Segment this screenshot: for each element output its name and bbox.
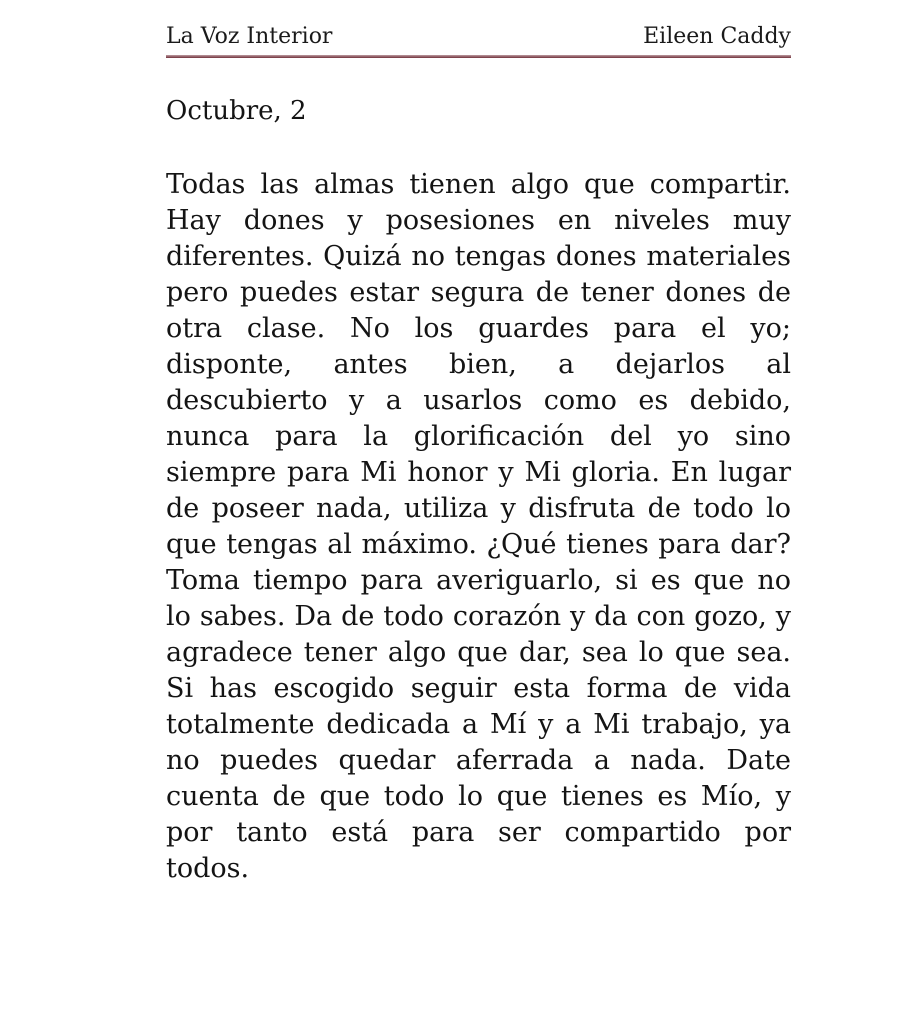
text-line: por tanto está para ser compartido por	[166, 817, 791, 849]
text-line: diferentes. Quizá no tengas dones materiales	[166, 241, 791, 273]
text-line: siempre para Mi honor y Mi gloria. En lugar	[166, 457, 791, 489]
body-paragraph	[166, 167, 791, 887]
text-line: totalmente dedicada a Mí y a Mi trabajo, ya	[166, 709, 791, 741]
text-line: Si has escogido seguir esta forma de vida	[166, 673, 791, 705]
text-line: agradece tener algo que dar, sea lo que sea.	[166, 637, 791, 669]
text-line: lo sabes. Da de todo corazón y da con gozo, y	[166, 601, 791, 633]
text-line: nunca para la glorificación del yo sino	[166, 421, 791, 453]
page-content	[166, 0, 791, 887]
text-line: que tengas al máximo. ¿Qué tienes para dar?	[166, 529, 791, 561]
text-line: Hay dones y posesiones en niveles muy	[166, 205, 791, 237]
text-line: no puedes quedar aferrada a nada. Date	[166, 745, 791, 777]
author-name: Eileen Caddy	[643, 24, 791, 49]
text-line: cuenta de que todo lo que tienes es Mío, y	[166, 781, 791, 813]
text-line: de poseer nada, utiliza y disfruta de todo lo	[166, 493, 791, 525]
text-line: todos.	[166, 853, 250, 885]
text-line: descubierto y a usarlos como es debido,	[166, 385, 791, 417]
text-line: Todas las almas tienen algo que compartir.	[166, 169, 791, 201]
text-line: otra clase. No los guardes para el yo;	[166, 313, 791, 345]
text-line: disponte, antes bien, a dejarlos al	[166, 349, 791, 381]
header-rule	[166, 55, 791, 58]
text-line: Toma tiempo para averiguarlo, si es que no	[166, 565, 791, 597]
text-line: pero puedes estar segura de tener dones de	[166, 277, 791, 309]
book-title: La Voz Interior	[166, 24, 333, 49]
date-heading: Octubre, 2	[166, 96, 307, 127]
running-header	[166, 0, 791, 50]
